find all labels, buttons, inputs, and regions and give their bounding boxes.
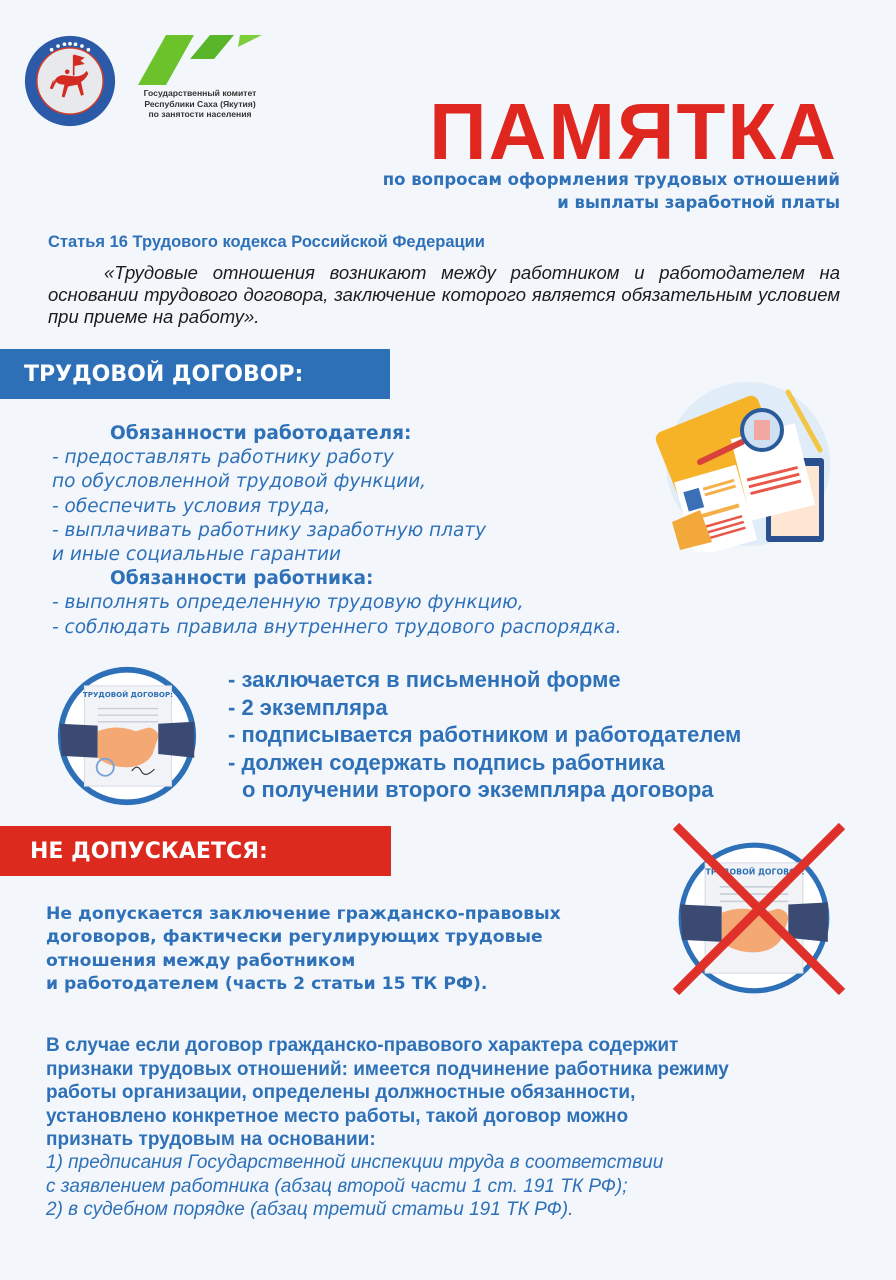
svg-text:ТРУДОВОЙ ДОГОВОР:: ТРУДОВОЙ ДОГОВОР: xyxy=(705,867,805,877)
requirement-item: - 2 экземпляра xyxy=(228,694,388,720)
article-quote: «Трудовые отношения возникают между работником и работодателем на основании трудового договора, заключение которого является обязательным условием при приеме на работу». xyxy=(48,262,840,327)
handshake-contract-icon xyxy=(56,665,198,807)
page-title: ПАМЯТКА xyxy=(429,87,838,176)
employee-duties-heading: Обязанности работника: xyxy=(110,568,374,590)
svg-text:ТРУДОВОЙ ДОГОВОР:: ТРУДОВОЙ ДОГОВОР: xyxy=(82,690,173,700)
ground-item: с заявлением работника (абзац второй части 1 ст. 191 ТК РФ); xyxy=(46,1175,628,1197)
requirement-item: - заключается в письменной форме xyxy=(228,667,621,692)
not-allowed-text: Не допускается заключение гражданско-правовых договоров, фактически регулирующих трудовые отношения между работником и работодателем (часть 2 статьи 15 ТК РФ). xyxy=(46,904,561,994)
duty-item: - выплачивать работнику заработную плату xyxy=(52,519,487,541)
civil-contract-text: В случае если договор гражданско-правового характера содержит признаки трудовых отношений: имеется подчинение работника режиму работы организации, определены должностные обязанности, установлено конкретное место работы, такой договор можно признать трудовым на основании: xyxy=(46,1035,729,1151)
contract-requirements-list xyxy=(228,666,741,804)
duty-item: по обусловленной трудовой функции, xyxy=(52,471,427,493)
ground-item: 1) предписания Государственной инспекции труда в соответствии xyxy=(46,1152,664,1173)
article-title: Статья 16 Трудового кодекса Российской Федерации xyxy=(48,233,485,251)
requirement-item: - должен содержать подпись работника xyxy=(228,749,665,775)
requirement-item: о получении второго экземпляра договора xyxy=(242,777,714,803)
requirement-item: - подписывается работником и работодателем xyxy=(228,722,742,748)
sakha-republic-emblem-icon xyxy=(24,35,116,127)
grounds-list xyxy=(46,1151,866,1222)
ground-item: 2) в судебном порядке (абзац третий статьи 191 ТК РФ). xyxy=(46,1199,574,1221)
duties-section xyxy=(52,422,772,640)
page-subtitle: по вопросам оформления трудовых отношений и выплаты заработной платы xyxy=(382,170,840,212)
red-cross-icon xyxy=(666,818,852,1000)
labor-contract-banner: ТРУДОВОЙ ДОГОВОР: xyxy=(0,349,390,399)
duty-item: и иные социальные гарантии xyxy=(52,544,342,566)
duty-item: - предоставлять работнику работу xyxy=(52,447,394,469)
employer-duties-heading: Обязанности работодателя: xyxy=(110,423,412,444)
duty-item: - обеспечить условия труда, xyxy=(52,495,331,517)
green-stripes-logo-icon xyxy=(138,33,262,85)
agency-caption: Государственный комитет Республики Саха (Якутия) по занятости населения xyxy=(143,88,257,119)
duty-item: - соблюдать правила внутреннего трудового распорядка. xyxy=(52,616,622,638)
duty-item: - выполнять определенную трудовую функцию, xyxy=(52,592,524,614)
not-allowed-banner: НЕ ДОПУСКАЕТСЯ: xyxy=(0,826,391,876)
